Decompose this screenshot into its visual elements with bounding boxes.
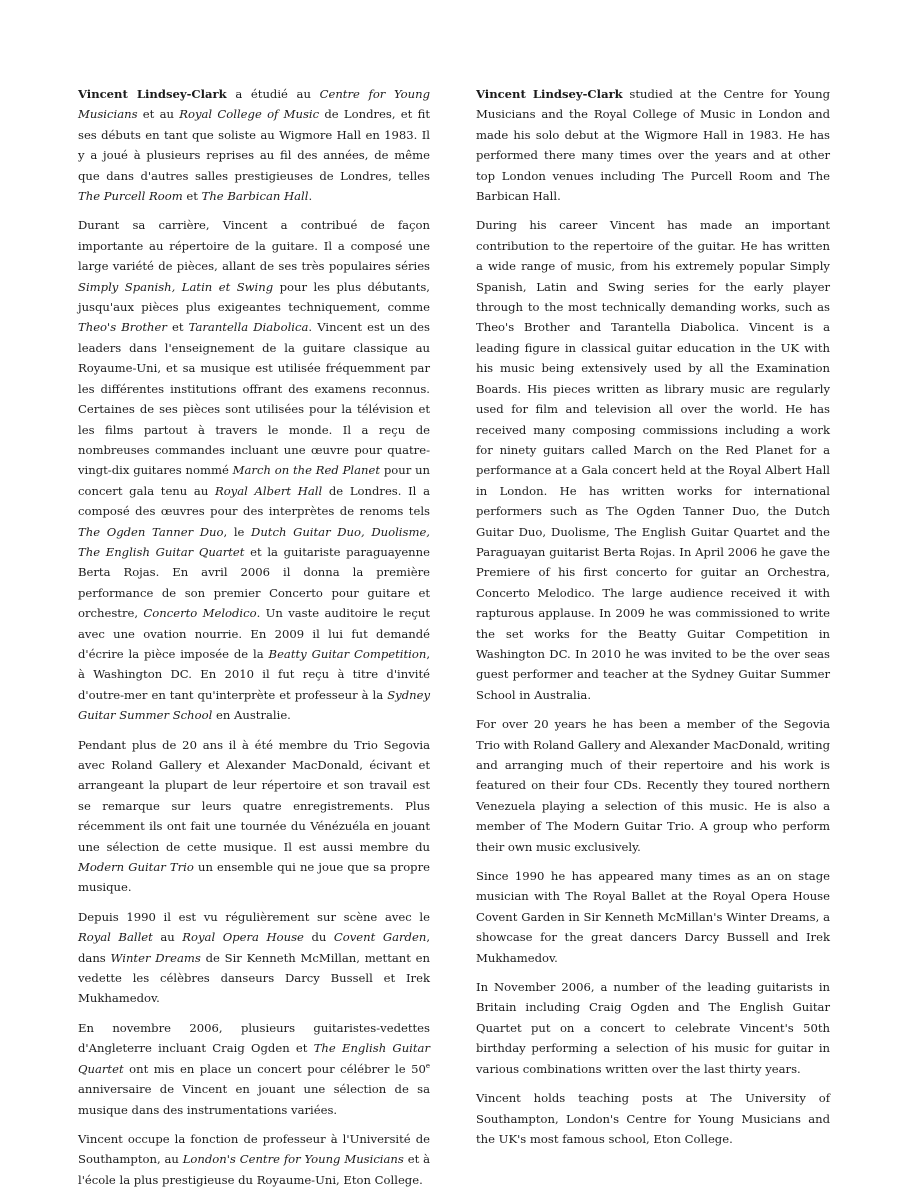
french-paragraph-1: Vincent Lindsey-Clark a étudié au Centre for Young Musicians et au Royal College of Music de Londres, et fit ses débuts en tant que soliste au Wigmore Hall en 1983. Il y a joué à plusieurs reprises au fil des années, de même que dans d'autres salles prestigieuses de Londres, telles The Purcell Room et The Barbican Hall.: [78, 87, 430, 204]
english-biography-column: [476, 84, 830, 1158]
composer-name: Vincent Lindsey-Clark: [476, 87, 623, 101]
english-paragraph-2: During his career Vincent has made an important contribution to the repertoire of the guitar. He has written a wide range of music, from his extremely popular Simply Spanish, Latin and Swing series for the early player through to the most technically demanding works, such as Theo's Brother and Tarantella Diabolica. Vincent is a leading figure in classical guitar education in the UK with his music being extensively used by all the Examination Boards. His pieces written as library music are regularly used for film and television all over the world. He has received many composing commissions including a work for ninety guitars called March on the Red Planet for a performance at a Gala concert held at the Royal Albert Hall in London. He has written works for international performers such as The Ogden Tanner Duo, the Dutch Guitar Duo, Duolisme, The English Guitar Quartet and the Paraguayan guitarist Berta Rojas. In April 2006 he gave the Premiere of his first concerto for guitar an Orchestra, Concerto Melodico. The large audience received it with rapturous applause. In 2009 he was commissioned to write the set works for the Beatty Guitar Competition in Washington DC. In 2010 he was invited to be the over seas guest performer and teacher at the Sydney Guitar Summer School in Australia.: [476, 218, 830, 702]
french-paragraph-5: En novembre 2006, plusieurs guitaristes-vedettes d'Angleterre incluant Craig Ogden et The English Guitar Quartet ont mis en place un concert pour célébrer le 50e anniversaire de Vincent en jouant une sélection de sa musique dans des instrumentations variées.: [78, 1020, 430, 1117]
english-paragraph-1: Vincent Lindsey-Clark studied at the Centre for Young Musicians and the Royal College of Music in London and made his solo debut at the Wigmore Hall in 1983. He has performed there many times over the years and at other top London venues including The Purcell Room and The Barbican Hall.: [476, 87, 831, 204]
composer-name: Vincent Lindsey-Clark: [78, 87, 227, 101]
english-paragraph-4: Since 1990 he has appeared many times as an on stage musician with The Royal Ballet at the Royal Opera House Covent Garden in Sir Kenneth McMillan's Winter Dreams, a showcase for the great dancers Darcy Bussell and Irek Mukhamedov.: [476, 869, 830, 965]
english-paragraph-6: Vincent holds teaching posts at The University of Southampton, London's Centre for Young Musicians and the UK's most famous school, Eton College.: [476, 1091, 830, 1146]
english-paragraph-5: In November 2006, a number of the leading guitarists in Britain including Craig Ogden and The English Guitar Quartet put on a concert to celebrate Vincent's 50th birthday performing a selection of his music for guitar in various combinations written over the last thirty years.: [476, 980, 830, 1076]
french-paragraph-2: Durant sa carrière, Vincent a contribué de façon importante au répertoire de la guitare. Il a composé une large variété de pièces, allant de ses très populaires séries Simply Spanish, Latin et Swing pour les plus débutants, jusqu'aux pièces plus exigeantes techniquement, comme Theo's Brother et Tarantella Diabolica. Vincent est un des leaders dans l'enseignement de la guitare classique au Royaume-Uni, et sa musique est utilisée fréquemment par les différentes institutions offrant des examens reconnus. Certaines de ses pièces sont utilisées pour la télévision et les films partout à travers le monde. Il a reçu de nombreuses commandes incluant une œuvre pour quatre-vingt-dix guitares nommé March on the Red Planet pour un concert gala tenu au Royal Albert Hall de Londres. Il a composé des œuvres pour des interprètes de renoms tels The Ogden Tanner Duo, le Dutch Guitar Duo, Duolisme, The English Guitar Quartet et la guitariste paraguayenne Berta Rojas. En avril 2006 il donna la première performance de son premier Concerto pour guitare et orchestre, Concerto Melodico. Un vaste auditoire le reçut avec une ovation nourrie. En 2009 il lui fut demandé d'écrire la pièce imposée de la Beatty Guitar Competition, à Washington DC. En 2010 il fut reçu à titre d'invité d'outre-mer en tant qu'interprète et professeur à la Sydney Guitar Summer School en Australie.: [78, 218, 431, 723]
french-paragraph-4: Depuis 1990 il est vu régulièrement sur scène avec le Royal Ballet au Royal Opera House du Covent Garden, dans Winter Dreams de Sir Kenneth McMillan, mettant en vedette les célèbres danseurs Darcy Bussell et Irek Mukhamedov.: [78, 909, 430, 1006]
french-paragraph-3: Pendant plus de 20 ans il à été membre du Trio Segovia avec Roland Gallery et Alexander MacDonald, écivant et arrangeant la plupart de leur répertoire et son travail est se remarque sur leurs quatre enregistrements. Plus récemment ils ont fait une tournée du Vénézuéla en jouant une sélection de cette musique. Il est aussi membre du Modern Guitar Trio un ensemble qui ne joue que sa propre musique.: [78, 737, 430, 895]
french-paragraph-6: Vincent occupe la fonction de professeur à l'Université de Southampton, au London's Centre for Young Musicians et à l'école la plus prestigieuse du Royaume-Uni, Eton College.: [78, 1131, 430, 1187]
english-paragraph-3: For over 20 years he has been a member of the Segovia Trio with Roland Gallery and Alexander MacDonald, writing and arranging much of their repertoire and his work is featured on their four CDs. Recently they toured northern Venezuela playing a selection of this music. He is also a member of The Modern Guitar Trio. A group who perform their own music exclusively.: [476, 717, 830, 854]
french-biography-column: [78, 84, 430, 1199]
